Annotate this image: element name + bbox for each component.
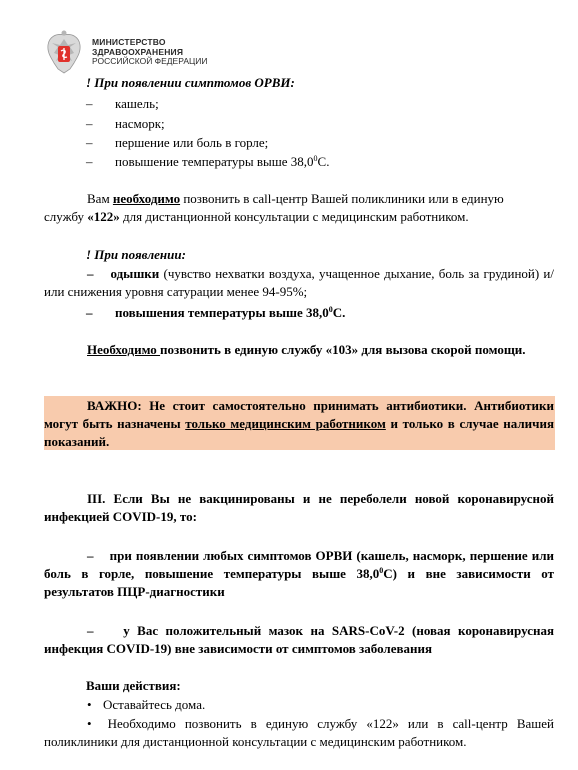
dash-marker: –	[86, 116, 93, 131]
section-3-item-1: – при появлении любых симптомов ОРВИ (кашель, насморк, першение или боль в горле, повышение температуры выше 38,0$^0$С) и вне зависимости от результатов ПЦР-диагностики	[44, 548, 555, 599]
section-3-item-2: – у Вас положительный мазок на SARS-CoV-2 (новая коронавирусная инфекция COVID-19) вне зависимости от симптомов заболевания	[44, 623, 554, 656]
symptom-cough: кашель;	[115, 96, 159, 111]
dyspnea-item: – одышки (чувство нехватки воздуха, учащенное дыхание, боль за грудиной) и/или снижения уровня сатурации менее 94-95%;	[44, 266, 554, 299]
ministry-name	[92, 38, 208, 67]
symptom-runny-nose: насморк;	[115, 116, 165, 131]
ministry-line-1: МИНИСТЕРСТВО	[92, 37, 166, 47]
ministry-line-2: ЗДРАВООХРАНЕНИЯ	[92, 46, 184, 57]
high-temperature-item: повышения температуры выше 38,0$^0$С.	[115, 305, 346, 320]
ministry-line-3: РОССИЙСКОЙ ФЕДЕРАЦИИ	[92, 56, 208, 66]
symptom-sore-throat: першение или боль в горле;	[115, 135, 269, 150]
orvi-heading: ! При появлении симптомов ОРВИ:	[86, 75, 295, 90]
symptom-temperature: повышение температуры выше 38,0$^0$С.	[115, 154, 330, 169]
dash-marker: –	[86, 135, 93, 150]
section-3-title: III. Если Вы не вакцинированы и не переболели новой коронавирусной инфекцией COVID-19, то:	[44, 491, 554, 524]
call-122-paragraph: Вам необходимо позвонить в call-центр Вашей поликлиники или в единую службу «122» для дистанционной консультации с медицинским работником.	[44, 191, 504, 224]
dash-marker: –	[86, 305, 93, 320]
actions-heading: Ваши действия:	[86, 678, 181, 693]
dash-marker: –	[86, 154, 93, 169]
call-103-paragraph: Необходимо позвонить в единую службу «103» для вызова скорой помощи.	[87, 342, 526, 357]
action-stay-home: • Оставайтесь дома.	[103, 696, 205, 714]
dash-marker: –	[86, 96, 93, 111]
ministry-emblem-icon	[44, 29, 84, 77]
action-call-122: • Необходимо позвонить в единую службу «122» или в call-центр Вашей поликлиники для дистанционной консультации с медицинским работником.	[44, 716, 554, 749]
antibiotics-warning-text: ВАЖНО: Не стоит самостоятельно принимать антибиотики. Антибиотики могут быть назначены только медицинским работником и только в случае наличия показаний.	[44, 398, 555, 449]
appear-heading: ! При появлении:	[86, 247, 186, 262]
